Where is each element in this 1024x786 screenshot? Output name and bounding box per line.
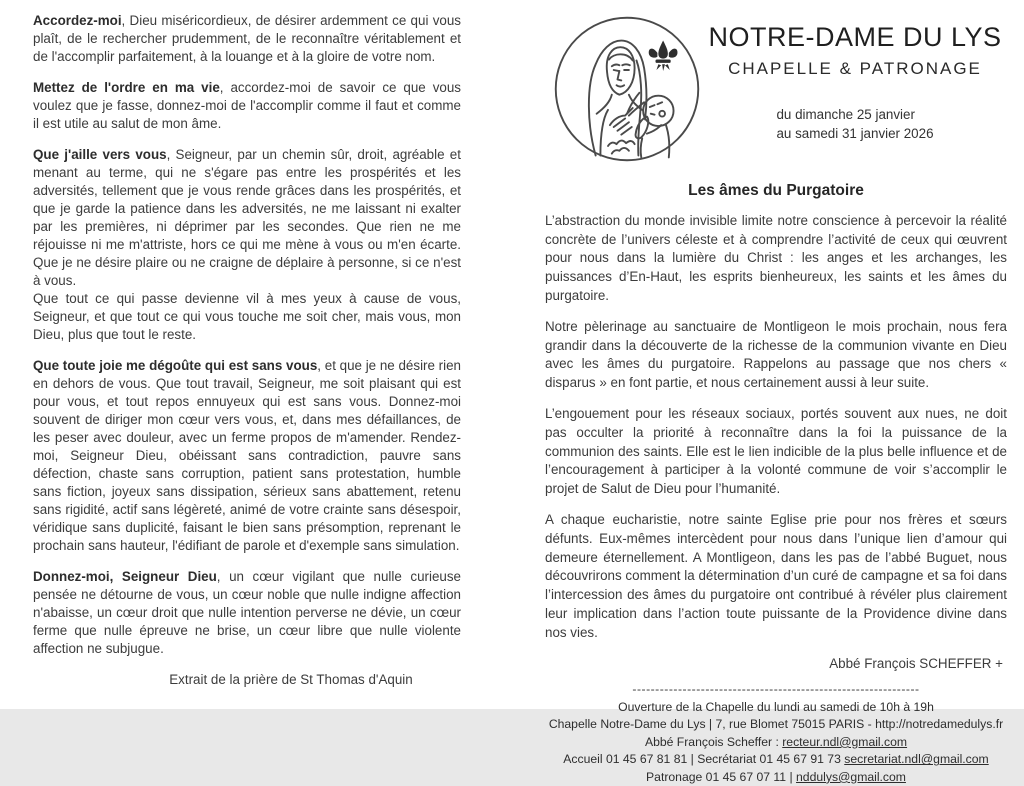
footer-patronage-text: Patronage 01 45 67 07 11 | (646, 769, 797, 784)
prayer-paragraph (33, 568, 461, 658)
article-title: Les âmes du Purgatoire (688, 182, 864, 199)
footer-address-text: Chapelle Notre-Dame du Lys | 7, rue Blomet 75015 PARIS - (548, 717, 876, 732)
article-paragraph: L’engouement pour les réseaux sociaux, portés souvent aux nues, ne doit pas occulter la priorité à reconnaître dans la foi la puissance de la communion des saints. Elle est le lien indicible de la plus belle influence et de l’encouragement à participer à la volonté commune de voir s’accomplir le projet de Salut de Dieu pour l’humanité. (545, 405, 1007, 497)
prayer-lead: Donnez-moi, Seigneur Dieu (33, 569, 217, 584)
date-line: du dimanche 25 janvier (776, 106, 915, 122)
article-paragraph: L’abstraction du monde invisible limite notre conscience à percevoir la réalité concrète de l’univers céleste et à comprendre l’activité de ceux qui œuvrent pour nous dans la lumière du Christ : les anges et les archanges, les puissances d’En-Haut, les esprits bienheureux, les saints et les âmes du purgatoire. (545, 212, 1007, 303)
prayer-text: , un cœur vigilant que nulle curieuse pensée ne détourne de vous, un cœur noble que nulle indigne affection n'abaisse, un cœur droit que nulle intention perverse ne dévie, un cœur ferme que nulle épreuve ne brise, un cœur libre que nulle violente affection ne subjugue. (33, 569, 462, 656)
prayer-text: , Dieu miséricordieux, de désirer ardemment ce qui vous plaît, de le rechercher prudemment, de le reconnaître véritablement et de l'accomplir parfaitement, à la louange et à la gloire de votre nom. (33, 13, 461, 64)
prayer-text: Que tout ce qui passe devienne vil à mes yeux à cause de vous, Seigneur, et que tout ce qui vous touche me soit cher, mais vous, mon Dieu, plus que tout le reste. (33, 291, 461, 342)
footer-secretariat-line (545, 751, 1007, 769)
prayer-lead: Mettez de l'ordre en ma vie (33, 80, 220, 95)
website-url: http://notredamedulys.fr (875, 717, 1004, 732)
footer-rector-line (545, 734, 1007, 752)
prayer-lead: Que toute joie me dégoûte qui est sans vous (33, 358, 318, 373)
patronage-email-link[interactable]: nddulys@gmail.com (796, 769, 906, 784)
footer-opening-hours: Ouverture de la Chapelle du lundi au samedi de 10h à 19h (618, 699, 934, 714)
date-line: au samedi 31 janvier 2026 (776, 125, 934, 141)
prayer-text: , Seigneur, par un chemin sûr, droit, agréable et menant au terme, qui ne s'égare pas entre les prospérités et les adversités, tellement que je vous rende grâces dans les prospérités, et que je garde la patience dans les adversités, ne me laissant ni exalter par les premières, ni déprimer par les secondes. Que rien ne me réjouisse ni me m'attriste, hors ce qui me mène à vous ou m'en écarte. Que je ne désire plaire ou ne craigne de déplaire à personne, si ce n'est à vous. (33, 147, 461, 288)
prayer-paragraph (33, 12, 461, 66)
right-column (545, 10, 1007, 786)
article-paragraph: Notre pèlerinage au sanctuaire de Montligeon le mois prochain, nous fera grandir dans la découverte de la richesse de la communion vivante en Dieu avec les âmes du purgatoire. Rappelons au passage que nos chers « disparus » en font partie, et nous certainement aussi à leur suite. (545, 318, 1007, 391)
footer-rector-text: Abbé François Scheffer : (644, 734, 783, 749)
footer-secretariat-text: Accueil 01 45 67 81 81 | Secrétariat 01 45 67 91 73 (563, 752, 845, 767)
prayer-lead: Que j'aille vers vous (33, 147, 167, 162)
prayer-attribution: Extrait de la prière de St Thomas d'Aquin (169, 672, 413, 687)
page-title: NOTRE-DAME DU LYS (708, 22, 1002, 52)
article-paragraph: A chaque eucharistie, notre sainte Eglise prie pour nos frères et sœurs défunts. Eux-mêmes intercèdent pour nous dans l’unique lien d’amour qui demeure éternellement. A Montligeon, dans les pas de l’abbé Buguet, nous découvrirons comment la détermination d’un curé de campagne et sa foi dans l’intercession des âmes du purgatoire ont contribué à révéler plus clairement leur implication dans l’action toute puissante de la Providence divine dans nos vies. (545, 511, 1007, 640)
rector-email-link[interactable]: recteur.ndl@gmail.com (782, 734, 908, 749)
footer-patronage-line (545, 769, 1007, 786)
page-subtitle: CHAPELLE & PATRONAGE (728, 59, 982, 79)
prayer-column (33, 12, 461, 702)
prayer-text: , et que je ne désire rien en dehors de vous. Que tout travail, Seigneur, me soit plaisant qui est pour vous, et tout repos ennuyeux qui est sans vous. Donnez-moi souvent de diriger mon cœur vers vous, et, dans mes défaillances, de les peser avec douleur, avec un ferme propos de m'amender. Rendez-moi, Seigneur Dieu, obéissant sans contradiction, pauvre sans défection, chaste sans corruption, patient sans protestation, humble sans fiction, joyeux sans dissipation, sérieux sans abattement, retenu sans rigidité, actif sans légèreté, animé de votre crainte sans désespoir, véridique sans duplicité, faisant le bien sans présomption, reprenant le prochain sans hauteur, l'édifiant de parole et d'exemple sans simulation. (33, 358, 462, 553)
prayer-lead: Accordez-moi (33, 13, 122, 28)
prayer-text: , accordez-moi de savoir ce que vous voulez que je fasse, donnez-moi de l'accomplir comme il faut et comme il est utile au salut de mon âme. (33, 80, 461, 131)
dashed-separator: --------------------------------------------------------------- (632, 682, 920, 697)
secretariat-email-link[interactable]: secretariat.ndl@gmail.com (844, 752, 989, 767)
contact-footer (545, 681, 1007, 786)
masthead (545, 10, 1007, 168)
footer-address-line (545, 716, 1007, 734)
article-signature: Abbé François SCHEFFER + (829, 655, 1003, 671)
madonna-and-child-logo-icon (551, 10, 703, 168)
prayer-paragraph (33, 79, 461, 133)
week-dates (776, 105, 933, 143)
prayer-paragraph (33, 290, 461, 344)
fleur-de-lys-icon (649, 41, 678, 71)
prayer-paragraph (33, 146, 461, 290)
masthead-text (703, 10, 1007, 144)
prayer-paragraph (33, 357, 461, 555)
